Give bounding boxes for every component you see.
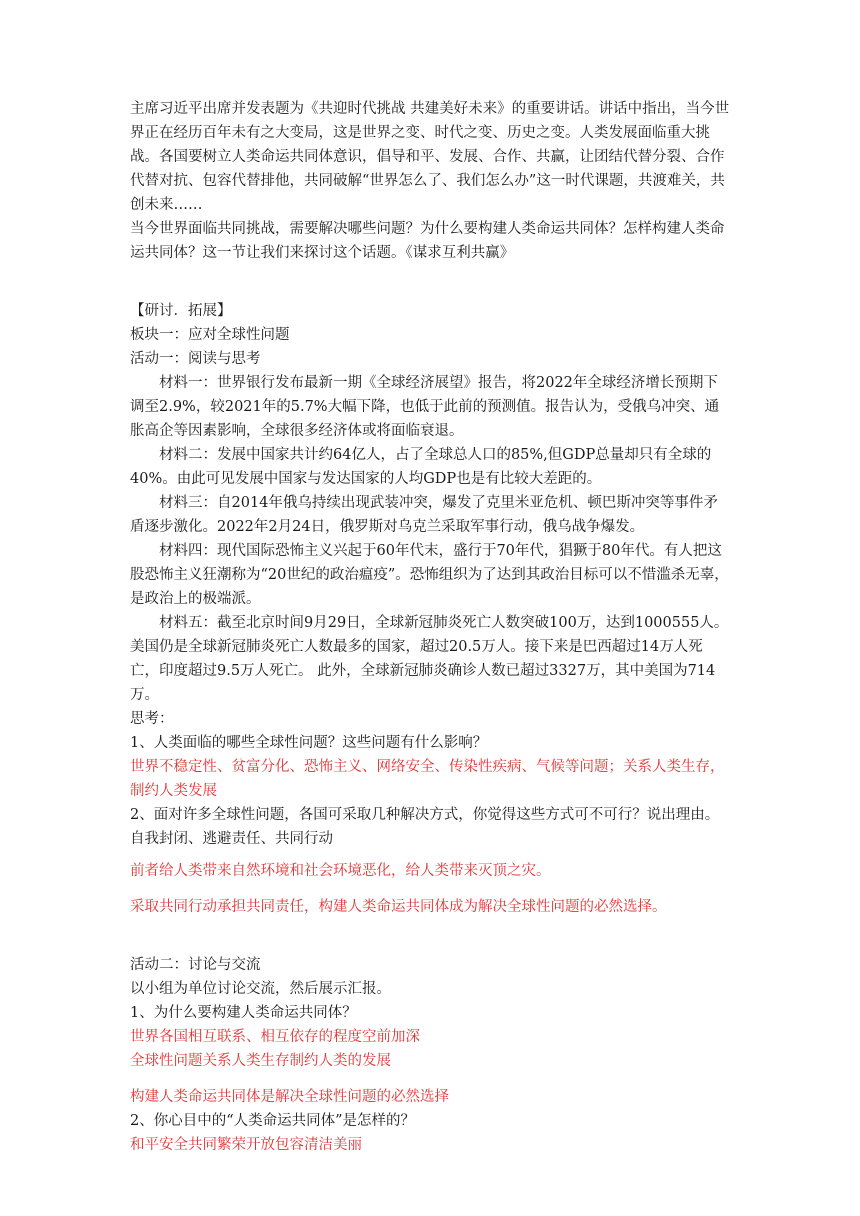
activity-title: 活动二：讨论与交流 bbox=[130, 957, 261, 973]
intro-paragraph: 主席习近平出席并发表题为《共迎时代挑战 共建美好未来》的重要讲话。讲话中指出，当今世界正在经历百年未有之大变局，这是世界之变、时代之变、历史之变。人类发展面临重大挑战。各国要树立人类命运共同体意识，倡导和平、发展、合作、共赢，让团结代替分裂、合作代替对抗、包容代替排他，共同破解“世界怎么了、我们怎么办”这一时代课题，共渡难关，共创未来…… bbox=[130, 101, 730, 213]
answer: 全球性问题关系人类生存制约人类的发展 bbox=[130, 1053, 391, 1069]
material-paragraph: 材料四：现代国际恐怖主义兴起于60年代末，盛行于70年代，猖獗于80年代。有人把这股恐怖主义狂潮称为“20世纪的政治瘟疫”。恐怖组织为了达到其政治目标可以不惜滥杀无辜，是政治上的极端派。 bbox=[130, 543, 729, 607]
block-title: 板块一：应对全球性问题 bbox=[130, 327, 290, 343]
question: 1、人类面临的哪些全球性问题？这些问题有什么影响？ bbox=[130, 735, 488, 751]
section-heading: 【研讨．拓展】 bbox=[130, 303, 232, 319]
material-paragraph: 材料二：发展中国家共计约64亿人，占了全球总人口的85%,但GDP总量却只有全球的40%。由此可见发展中国家与发达国家的人均GDP也是有比较大差距的。 bbox=[130, 447, 712, 487]
question: 2、你心目中的“人类命运共同体”是怎样的？ bbox=[130, 1113, 416, 1129]
think-label: 思考： bbox=[130, 711, 174, 727]
answer: 和平安全共同繁荣开放包容清洁美丽 bbox=[130, 1137, 362, 1153]
answer: 构建人类命运共同体是解决全球性问题的必然选择 bbox=[130, 1089, 449, 1105]
activity-title: 活动一：阅读与思考 bbox=[130, 351, 261, 367]
activity-intro: 以小组为单位讨论交流，然后展示汇报。 bbox=[130, 981, 391, 997]
answer: 采取共同行动承担共同责任，构建人类命运共同体成为解决全球性问题的必然选择。 bbox=[130, 899, 667, 915]
material-paragraph: 材料一：世界银行发布最新一期《全球经济展望》报告，将2022年全球经济增长预期下调至2.9%，较2021年的5.7%大幅下降，也低于此前的预测值。报告认为，受俄乌冲突、通胀高企等因素影响，全球很多经济体或将面临衰退。 bbox=[130, 375, 720, 439]
question: 1、为什么要构建人类命运共同体？ bbox=[130, 1005, 357, 1021]
document-body bbox=[130, 97, 730, 1157]
answer: 世界各国相互联系、相互依存的程度空前加深 bbox=[130, 1029, 420, 1045]
material-paragraph: 材料五：截至北京时间9月29日，全球新冠肺炎死亡人数突破100万，达到1000555人。 美国仍是全球新冠肺炎死亡人数最多的国家，超过20.5万人。接下来是巴西超过14万人死亡，印度超过9.5万人死亡。 此外，全球新冠肺炎确诊人数已超过3327万，其中美国为714万。 bbox=[130, 615, 729, 703]
material-paragraph: 材料三：自2014年俄乌持续出现武装冲突，爆发了克里米亚危机、顿巴斯冲突等事件矛盾逐步激化。2022年2月24日，俄罗斯对乌克兰采取军事行动，俄乌战争爆发。 bbox=[130, 495, 718, 535]
intro-question-paragraph: 当今世界面临共同挑战，需要解决哪些问题？为什么要构建人类命运共同体？怎样构建人类命运共同体？这一节让我们来探讨这个话题。《谋求互利共赢》 bbox=[130, 221, 725, 261]
answer: 前者给人类带来自然环境和社会环境恶化，给人类带来灭顶之灾。 bbox=[130, 863, 551, 879]
question: 2、面对许多全球性问题，各国可采取几种解决方式，你觉得这些方式可不可行？说出理由。自我封闭、逃避责任、共同行动 bbox=[130, 807, 720, 847]
answer: 世界不稳定性、贫富分化、恐怖主义、网络安全、传染性疾病、气候等问题；关系人类生存，制约人类发展 bbox=[130, 759, 725, 799]
